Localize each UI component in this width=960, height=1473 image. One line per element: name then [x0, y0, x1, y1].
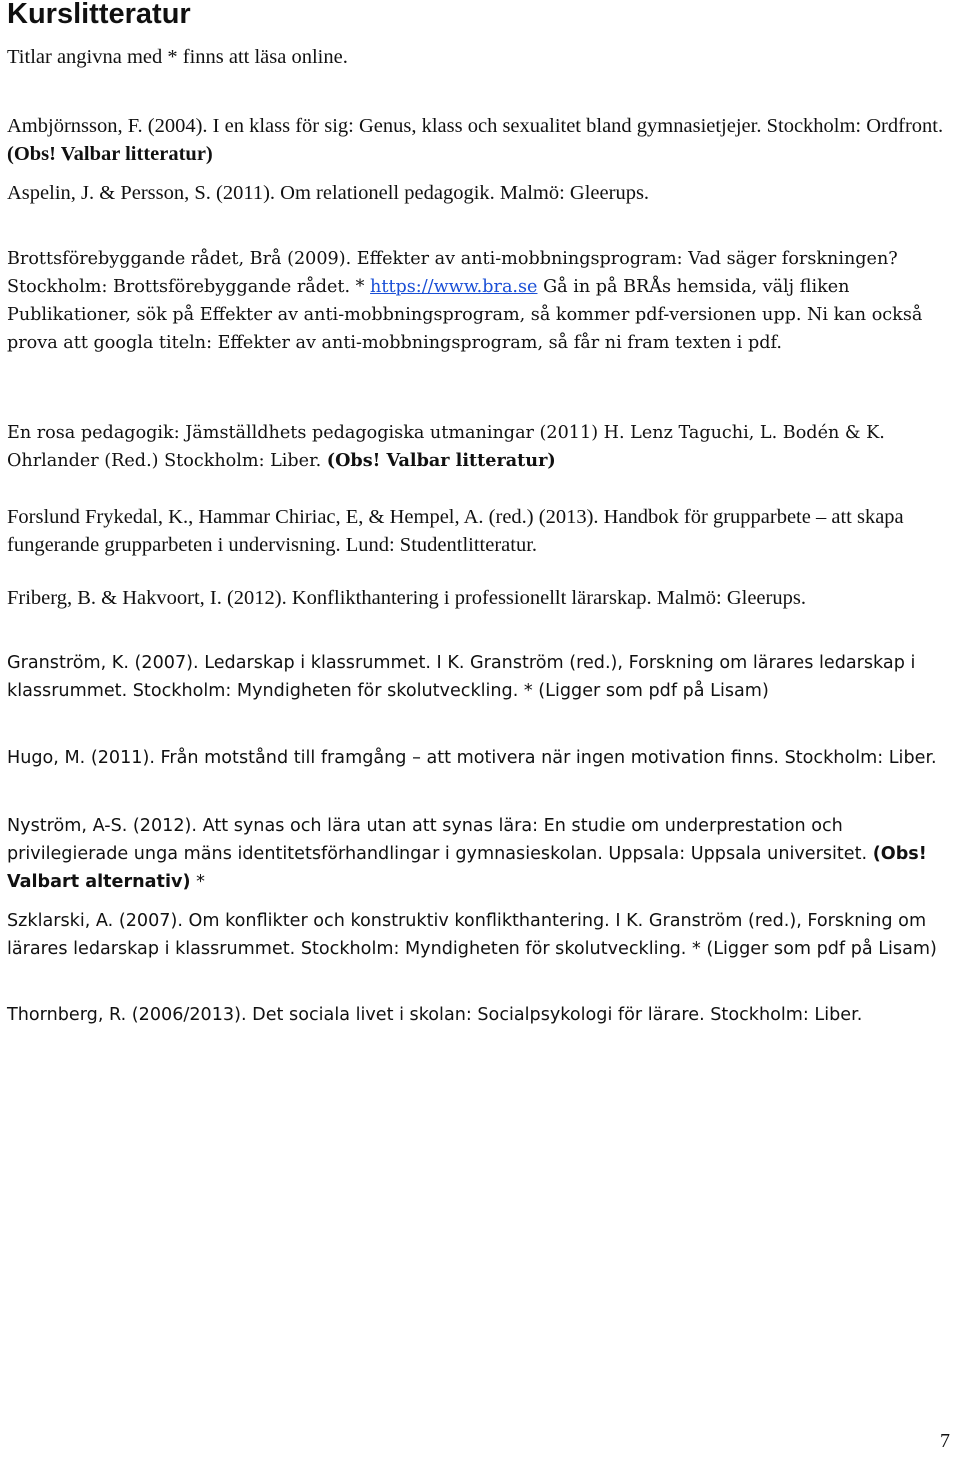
- ref-text: En rosa pedagogik: Jämställdhets pedagogiska utmaningar (2011) H. Lenz Taguchi, L. Bodén & K. Ohrlander (Red.) Stockholm: Liber.: [7, 423, 885, 471]
- ref-friberg: Friberg, B. & Hakvoort, I. (2012). Konflikthantering i professionellt lärarskap. Malmö: Gleerups.: [7, 587, 806, 609]
- optional-tag: (Obs! Valbart alternativ): [7, 844, 927, 892]
- page-title: Kurslitteratur: [7, 0, 191, 30]
- ref-hugo: Hugo, M. (2011). Från motstånd till framgång – att motivera när ingen motivation finns. Stockholm: Liber.: [7, 748, 937, 768]
- ref-rosa: [7, 419, 955, 475]
- ref-nystrom: [7, 812, 955, 896]
- ref-bra: [7, 245, 955, 357]
- bra-link[interactable]: https://www.bra.se: [370, 277, 538, 297]
- ref-text: Brottsförebyggande rådet, Brå (2009). Effekter av anti-mobbningsprogram: Vad säger forskningen? Stockholm: Brottsförebyggande rådet. *: [7, 249, 898, 297]
- ref-forslund: Forslund Frykedal, K., Hammar Chiriac, E, & Hempel, A. (red.) (2013). Handbok för grupparbete – att skapa fungerande grupparbeten i undervisning. Lund: Studentlitteratur.: [7, 506, 904, 556]
- online-marker: *: [196, 872, 205, 892]
- ref-aspelin: Aspelin, J. & Persson, S. (2011). Om relationell pedagogik. Malmö: Gleerups.: [7, 182, 650, 204]
- ref-instructions: Gå in på BRÅs hemsida, välj fliken Publikationer, sök på Effekter av anti-mobbningsprogram, så kommer pdf-versionen upp. Ni kan också prova att googla titeln: Effekter av anti-mobbningsprogram, så får ni fram texten i pdf.: [7, 277, 923, 353]
- ref-ambjornsson: [7, 112, 955, 168]
- optional-tag: (Obs! Valbar litteratur): [7, 143, 213, 165]
- ref-szklarski: Szklarski, A. (2007). Om konflikter och konstruktiv konflikthantering. I K. Granström (red.), Forskning om lärares ledarskap i klassrummet. Stockholm: Myndigheten för skolutveckling. * (Ligger som pdf på Lisam): [7, 911, 937, 959]
- ref-thornberg: Thornberg, R. (2006/2013). Det sociala livet i skolan: Socialpsykologi för lärare. Stockholm: Liber.: [7, 1005, 863, 1025]
- optional-tag: (Obs! Valbar litteratur): [326, 450, 556, 471]
- online-note: Titlar angivna med * finns att läsa online.: [7, 46, 348, 68]
- ref-granstrom: Granström, K. (2007). Ledarskap i klassrummet. I K. Granström (red.), Forskning om lärares ledarskap i klassrummet. Stockholm: Myndigheten för skolutveckling. * (Ligger som pdf på Lisam): [7, 653, 916, 701]
- page-number: 7: [940, 1430, 950, 1452]
- ref-text: Nyström, A-S. (2012). Att synas och lära utan att synas lära: En studie om underprestation och privilegierade unga mäns identitetsförhandlingar i gymnasieskolan. Uppsala: Uppsala universitet.: [7, 816, 868, 864]
- ref-text: Ambjörnsson, F. (2004). I en klass för sig: Genus, klass och sexualitet bland gymnasietjejer. Stockholm: Ordfront.: [7, 115, 944, 137]
